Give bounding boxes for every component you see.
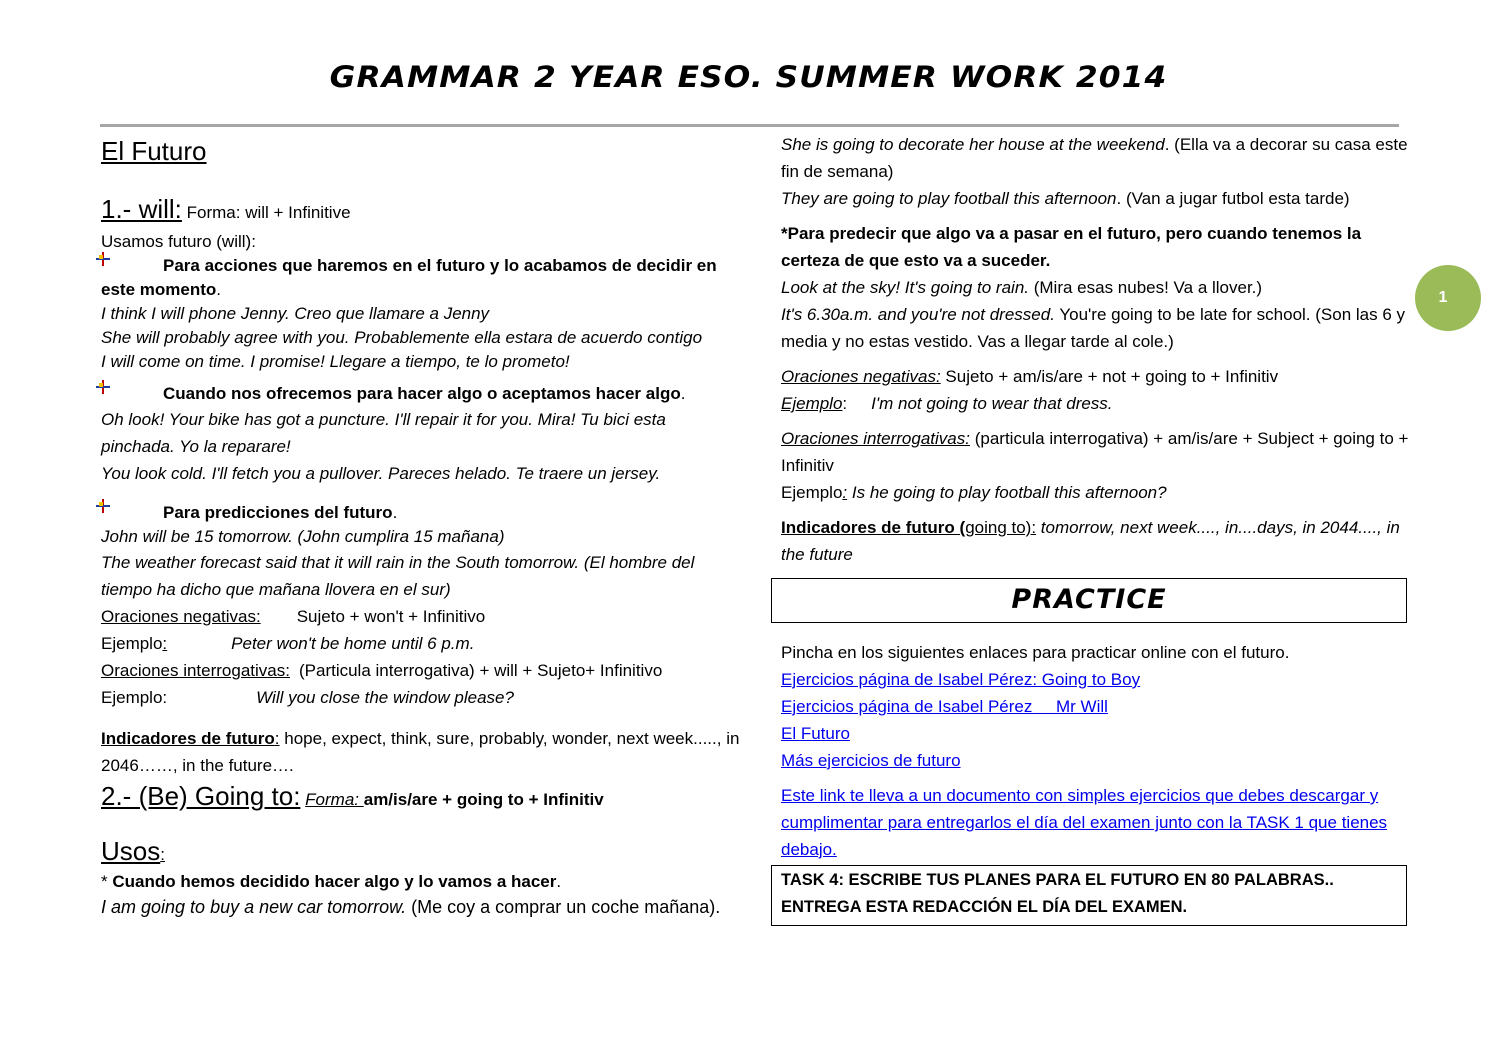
- bullet-icon: [101, 383, 163, 401]
- example-text: I think I will phone Jenny. Creo que llamare a Jenny: [101, 304, 490, 323]
- bullet-icon: [101, 255, 163, 273]
- example-text: Oh look! Your bike has got a puncture. I'll repair it for you. Mira! Tu bici esta pinchada. Yo la reparare!: [101, 410, 666, 456]
- page-title: GRAMMAR 2 YEAR ESO. SUMMER WORK 2014: [329, 60, 1168, 94]
- practice-heading-box: PRACTICE: [771, 578, 1407, 623]
- prediction-example-1: Look at the sky! It's going to rain. (Mira esas nubes! Va a llover.): [781, 278, 1263, 297]
- usos-heading: Usos:: [101, 836, 165, 866]
- will-forma: Forma: will + Infinitive: [181, 203, 351, 222]
- practice-link-mas-ejercicios[interactable]: Más ejercicios de futuro: [781, 751, 961, 770]
- usos-example: I am going to buy a new car tomorrow. (Me coy a comprar un coche mañana).: [101, 897, 721, 917]
- example-text: I will come on time. I promise! Llegare a tiempo, te lo prometo!: [101, 352, 570, 371]
- example-text: The weather forecast said that it will rain in the South tomorrow. (El hombre del tiempo ha dicho que mañana llovera en el sur): [101, 553, 695, 599]
- bullet-3: Para predicciones del futuro.: [101, 501, 741, 525]
- left-column: [101, 132, 741, 920]
- indicadores-line: Indicadores de futuro (going to): tomorrow, next week...., in....days, in 2044...., in the future: [781, 518, 1400, 564]
- ejemplo-line: Ejemplo: Peter won't be home until 6 p.m.: [101, 634, 475, 653]
- will-heading-line: [101, 192, 741, 226]
- right-column: [781, 131, 1411, 926]
- practice-link-going-to-boy[interactable]: Ejercicios página de Isabel Pérez: Going to Boy: [781, 670, 1141, 689]
- example-text: You look cold. I'll fetch you a pullover. Pareces helado. Te traere un jersey.: [101, 464, 661, 483]
- indicadores-line: Indicadores de futuro: hope, expect, think, sure, probably, wonder, next week....., in 2046……, in the future….: [101, 729, 740, 775]
- usos-item-1: * Cuando hemos decidido hacer algo y lo vamos a hacer.: [101, 872, 562, 891]
- example-text: She will probably agree with you. Probablemente ella estara de acuerdo contigo: [101, 328, 703, 347]
- ejemplo-line: Ejemplo: I'm not going to wear that dress.: [781, 394, 1113, 413]
- ejemplo-line: Ejemplo: Is he going to play football this afternoon?: [781, 483, 1167, 502]
- bullet-2: Cuando nos ofrecemos para hacer algo o aceptamos hacer algo.: [101, 382, 741, 406]
- practice-intro: Pincha en los siguientes enlaces para practicar online con el futuro.: [781, 643, 1290, 662]
- task-box: TASK 4: ESCRIBE TUS PLANES PARA EL FUTURO EN 80 PALABRAS.. ENTREGA ESTA REDACCIÓN EL DÍA DEL EXAMEN.: [771, 865, 1407, 926]
- going-example-1: She is going to decorate her house at the weekend. (Ella va a decorar su casa este fin de semana): [781, 135, 1408, 181]
- interrogativas-line: Oraciones interrogativas: (Particula interrogativa) + will + Sujeto+ Infinitivo: [101, 661, 663, 680]
- going-example-2: They are going to play football this afternoon. (Van a jugar futbol esta tarde): [781, 189, 1350, 208]
- page-number-badge: 1: [1415, 265, 1481, 331]
- practice-link-mr-will[interactable]: Ejercicios página de Isabel Pérez Mr Will: [781, 697, 1108, 716]
- practice-link-el-futuro[interactable]: El Futuro: [781, 724, 850, 743]
- section-heading-futuro: El Futuro: [101, 136, 207, 166]
- title-divider: [100, 124, 1399, 127]
- bullet-1: Para acciones que haremos en el futuro y lo acabamos de decidir en este momento.: [101, 254, 741, 302]
- usamos-text: Usamos futuro (will):: [101, 232, 256, 251]
- bullet-icon: [101, 502, 163, 520]
- document-download-link[interactable]: Este link te lleva a un documento con simples ejercicios que debes descargar y cumplimentar para entregarlos el día del examen junto con la TASK 1 que tienes debajo.: [781, 786, 1388, 859]
- prediction-title: *Para predecir que algo va a pasar en el futuro, pero cuando tenemos la certeza de que esto va a suceder.: [781, 224, 1362, 270]
- ejemplo-line: Ejemplo: Will you close the window please?: [101, 688, 514, 707]
- going-heading-line: 2.- (Be) Going to: Forma: am/is/are + going to + Infinitiv: [101, 781, 604, 811]
- negativas-line: Oraciones negativas: Sujeto + am/is/are + not + going to + Infinitiv: [781, 367, 1279, 386]
- example-text: John will be 15 tomorrow. (John cumplira 15 mañana): [101, 527, 505, 546]
- prediction-example-2: It's 6.30a.m. and you're not dressed. You're going to be late for school. (Son las 6 y media y no estas vestido. Vas a llegar tarde al cole.): [781, 305, 1406, 351]
- negativas-line: Oraciones negativas: Sujeto + won't + Infinitivo: [101, 607, 486, 626]
- interrogativas-line: Oraciones interrogativas: (particula interrogativa) + am/is/are + Subject + going to + Infinitiv: [781, 429, 1409, 475]
- will-heading: 1.- will:: [101, 194, 182, 224]
